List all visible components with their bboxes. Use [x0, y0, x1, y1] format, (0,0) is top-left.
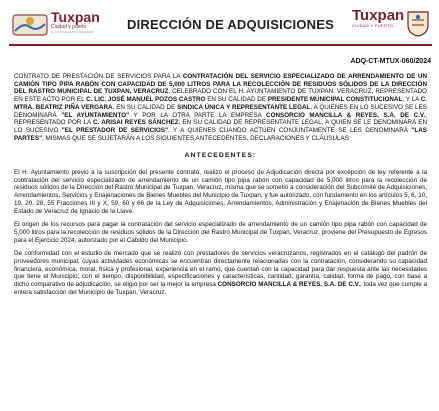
- contract-intro: [14, 73, 427, 142]
- service-description: CONTRATACIÓN DEL SERVICIO ESPECIALIZADO DE ARRENDAMIENTO DE UN CAMIÓN TIPO PIPA RABÓN CON CAPACIDAD DE 5,000 LITROS PARA LA RECOLECCIÓN DE RESIDUOS SÓLIDOS DE LA DIRECCIÓN DEL RASTRO MUNICIPAL DE TUXPAN, VERACRUZ: [14, 73, 427, 96]
- company-name: CONSORCIO MANCILLA & REYES, S.A. DE C.V.: [266, 111, 426, 119]
- intro-text: , REPRESENTADO POR LA: [14, 111, 428, 127]
- left-brand-subtitle: Ciudad y puerto: [51, 24, 87, 30]
- ayuntamiento-alias: "EL AYUNTAMIENTO": [61, 111, 130, 119]
- intro-text: CONTRATO DE PRESTACIÓN DE SERVICIOS PARA LA: [14, 73, 183, 80]
- company-name: CONSORCIO MANCILLA & REYES, S.A. DE C.V.: [217, 281, 361, 289]
- intro-text: , Y A QUIENES CUANDO ACTÚEN CONJUNTAMENTE SE LES DENOMINARÁ: [167, 126, 412, 134]
- antecedente-paragraph-3: [14, 250, 427, 296]
- header-divider: [9, 44, 432, 46]
- right-brand-name: Tuxpan: [352, 7, 405, 24]
- sindica-title: SINDICA ÚNICA Y REPRESENTANTE LEGAL: [177, 103, 311, 111]
- antecedente-paragraph-2: El origen de los recursos para pagar la contratación del servicio especializado de arrendamiento de un camión tipo pipa rabón con capacidad de 5,000 litros para la recolección de residuos sólidos de la Dirección del Rastro Municipal de Tuxpan, Veracruz, proviene del Presupuesto de Egresos para el Ejercicio 2024, autorizado por el Cabildo del Municipio.: [14, 221, 427, 244]
- left-brand-name: Tuxpan: [51, 9, 100, 25]
- document-reference: ADQ-CT-MTUX-060/2024: [350, 58, 431, 65]
- president-title: PRESIDENTE MUNICIPAL CONSTITUCIONAL: [267, 96, 403, 104]
- document-header: [0, 0, 439, 50]
- provider-alias: "EL PRESTADOR DE SERVICIOS": [61, 126, 168, 134]
- intro-text: Y POR LA OTRA PARTE LA EMPRESA: [129, 111, 267, 119]
- president-name: C. LIC. JOSÉ MANUEL POZOS CASTRO: [86, 96, 206, 104]
- paragraph-text: De conformidad con el estudio de mercado que se realizó con prestadores de servicios veracruzanos, registrados en el catálogo del padrón de proveedores municipal, cuyas actividades económicas se encuentran directamente relacionadas con la contratación, considerando su capacidad financiera, económica, moral, física y profesional, experiencia en el ramo, que cuentan con la capacidad para dar respuesta ante las necesidades que tiene el Municipio, con el tiempo, disponibilidad, especificaciones y características, cantidad, garantía, calidad, forma de pago, con base a dicho comparativo de adjudicación, se eligió por ser la mejor la empresa: [14, 250, 427, 289]
- left-brand-caption: H. AYUNTAMIENTO 2022-2025: [51, 30, 94, 34]
- intro-text: , A QUIENES EN LO SUCESIVO SE LES DENOMINARÁ: [14, 103, 427, 119]
- legal-rep-name: C. ARISAI REYES SÁNCHEZ: [93, 119, 179, 127]
- intro-text: , Y LA: [402, 96, 421, 104]
- intro-text: , MISMAS QUE SE SUJETARÁN A LOS SIGUIENTES ANTECEDENTES, DECLARACIONES Y CLÁUSULAS:: [42, 134, 351, 142]
- intro-text: , CELEBRADO CON EL H. AYUNTAMIENTO DE TUXPAN, VERACRUZ, REPRESENTADO EN ESTE ACTO POR EL: [14, 88, 427, 104]
- intro-text: EN SU CALIDAD DE: [205, 96, 268, 104]
- sindica-name: C. MTRA. BEATRIZ PIÑA VERGARA: [14, 96, 427, 111]
- antecedente-paragraph-1: El H. Ayuntamiento previo a la suscripción del presente contrato, realizó el proceso de Adjudicación directa por excepción de ley referente a la contratación del servicio especializado de arrendamiento de un camión tipo pipa rabón con capacidad de 5,000 litros para la recolección de residuos sólidos de la Dirección del Rastro Municipal de Tuxpan, Veracruz, misma que se sometió a consideración del Subcomité de Adquisiciones, Arrendamientos, Servicios y Enajenaciones de Bienes Muebles del Municipio de Tuxpan, y fue autorizado, con fundamento en los artículos 5, 6, 10, 19, 20, 28, 55 Fracciones III y X, 59, 60 y 66 de la Ley de Adquisiciones, Arrendamientos, Administración y Enajenación de Bienes Muebles del Estado de Veracruz de Ignacio de la Llave.: [14, 169, 427, 215]
- paragraph-text: , toda vez que cumple a entera satisfacción del Municipio de Tuxpan, Veracruz.: [14, 281, 428, 296]
- tuxpan-logo-icon: [9, 10, 51, 40]
- intro-text: , EN SU CALIDAD DE: [112, 103, 178, 111]
- parties-alias: "LAS PARTES": [14, 126, 427, 142]
- department-title: DIRECCIÓN DE ADQUISICIONES: [127, 17, 334, 32]
- left-brand: [51, 10, 125, 34]
- municipal-seal-icon: [403, 8, 433, 38]
- intro-text: , EN SU CALIDAD DE REPRESENTANTE LEGAL, A QUIEN SE LE DENOMINARÁ EN LO SUCESIVO: [14, 119, 428, 134]
- right-brand: [352, 7, 405, 28]
- right-brand-subtitle: CIUDAD Y PUERTO: [352, 23, 394, 28]
- antecedentes-heading: ANTECEDENTES:: [184, 152, 257, 160]
- contract-body: [14, 73, 427, 303]
